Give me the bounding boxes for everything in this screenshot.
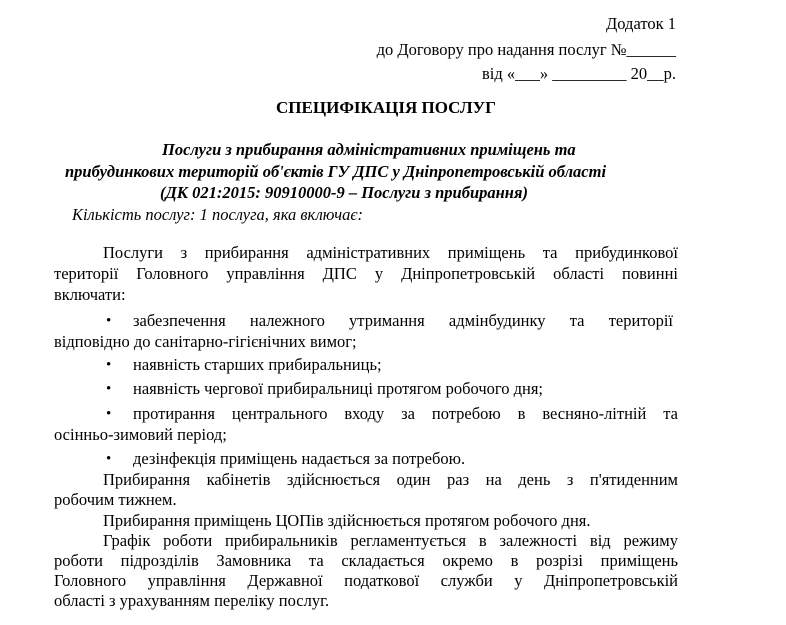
para-1-line-1: Прибирання кабінетів здійснюється один раз на день з п'ятиденним [103,470,678,489]
para-1-line-2: робочим тижнем. [54,490,177,509]
bullet-marker: • [106,357,112,373]
bullet-1-line-1: забезпечення належного утримання адмінбудинку та території [133,311,673,330]
bullet-marker: • [106,451,112,467]
subtitle-line-1: Послуги з прибирання адміністративних приміщень та [162,140,576,159]
contract-reference: до Договору про надання послуг №______ [376,40,676,59]
contract-date: від «___» _________ 20__р. [481,64,676,83]
para-2: Прибирання приміщень ЦОПів здійснюється протягом робочого дня. [103,511,591,530]
intro-line-1: Послуги з прибирання адміністративних приміщень та прибудинкової [103,243,678,262]
page-title: СПЕЦИФІКАЦІЯ ПОСЛУГ [276,98,496,117]
bullet-marker: • [106,406,112,422]
subtitle-line-3: (ДК 021:2015: 90910000-9 – Послуги з прибирання) [160,183,528,202]
bullet-4-line-1: протирання центрального входу за потребою в весняно-літній та [133,404,678,423]
para-3-line-3: Головного управління Державної податкової служби у Дніпропетровській [54,571,678,590]
bullet-5: дезінфекція приміщень надається за потребою. [133,449,466,468]
bullet-marker: • [106,381,112,397]
bullet-4-line-2: осінньо-зимовий період; [54,425,227,444]
bullet-marker: • [106,313,112,329]
appendix-number: Додаток 1 [606,14,676,33]
bullet-1-line-2: відповідно до санітарно-гігієнічних вимог; [54,332,357,351]
para-3-line-4: області з урахуванням переліку послуг. [54,591,330,610]
intro-line-2: території Головного управління ДПС у Дніпропетровській області повинні [54,264,678,283]
intro-line-3: включати: [54,285,126,304]
bullet-3: наявність чергової прибиральниці протягом робочого дня; [133,379,544,398]
subtitle-line-2: прибудинкових територій об'єктів ГУ ДПС у Дніпропетровській області [65,162,607,181]
para-3-line-1: Графік роботи прибиральників регламентується в залежності від режиму [103,531,678,550]
quantity-line: Кількість послуг: 1 послуга, яка включає: [72,205,364,224]
bullet-2: наявність старших прибиральниць; [133,355,382,374]
para-3-line-2: роботи підрозділів Замовника та складається окремо в розрізі приміщень [54,551,678,570]
